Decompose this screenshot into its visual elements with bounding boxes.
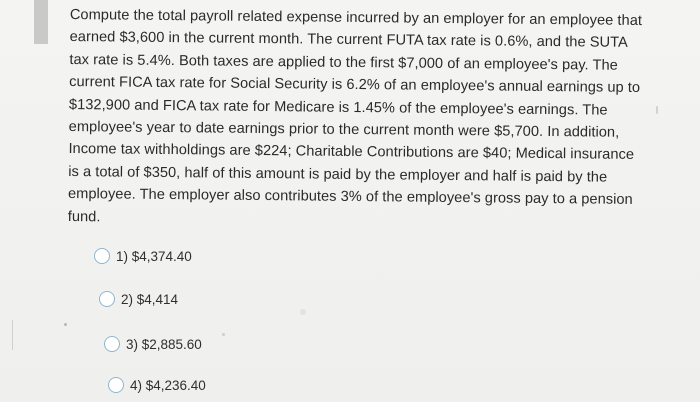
answer-option-2-label: 2) $4,414 — [121, 291, 179, 307]
radio-button-2[interactable] — [99, 291, 115, 307]
question-text: Compute the total payroll related expense incurred by an employer for an employee that earned $3,600 in the current month. The current FUTA tax rate is 0.6%, and the SUTA tax rate is 5.4%. Both taxes are applied to the first $7,000 of an employee's pay. The current FICA tax rate for Social Security is 6.2% of an employee's annual earnings up to $132,900 and FICA tax rate for Medicare is 1.45% of the employee's earnings. The employee's year to date earnings prior to the current month were $5,700. In addition, Income tax withholdings are $224; Charitable Contributions are $40; Medical insurance is a total of $350, half of this amount is paid by the employer and half is paid by the employee. The employer also contributes 3% of the employee's gross pay to a pension fund. — [67, 6, 643, 225]
answer-option-3-label: 3) $2,885.60 — [126, 336, 202, 352]
screen-speck — [64, 323, 67, 326]
answer-option-3[interactable] — [104, 336, 202, 352]
answer-option-2[interactable] — [99, 291, 178, 307]
answer-option-4[interactable] — [108, 377, 206, 393]
radio-button-3[interactable] — [104, 336, 120, 352]
screen-speck — [300, 309, 306, 315]
radio-button-1[interactable] — [94, 248, 110, 264]
answer-option-1[interactable] — [94, 248, 192, 264]
radio-button-4[interactable] — [108, 377, 124, 393]
screen-speck — [656, 106, 658, 114]
answer-option-4-label: 4) $4,236.40 — [130, 377, 206, 393]
screen-speck — [222, 333, 225, 336]
answer-option-1-label: 1) $4,374.40 — [116, 248, 192, 264]
